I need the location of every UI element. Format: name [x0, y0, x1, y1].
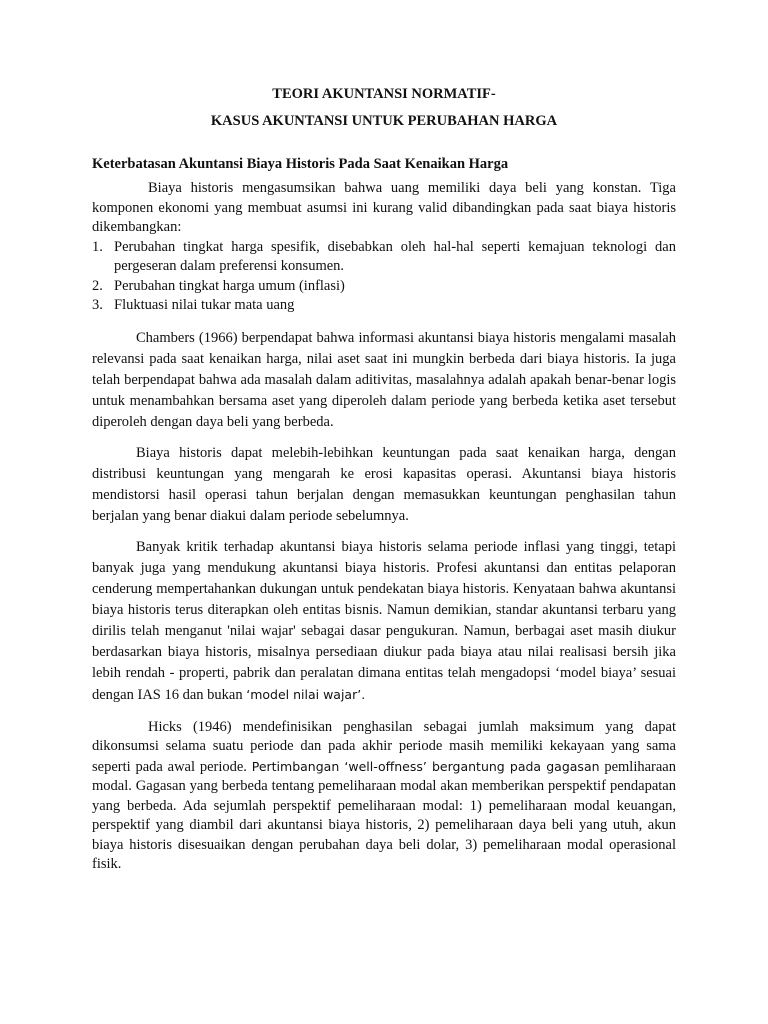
list-item-number: 2. — [92, 277, 103, 294]
document-page — [92, 0, 676, 875]
paragraph-chambers: Chambers (1966) berpendapat bahwa informasi akuntansi biaya historis mengalami masalah relevansi pada saat kenaikan harga, nilai aset saat ini mungkin berbeda dari biaya historis. Ia juga telah berpendapat bahwa ada masalah dalam aditivitas, masalahnya adalah apakah benar-benar logis untuk menambahkan bersama aset yang diperoleh dalam periode yang berbeda ketika aset tersebut diperoleh dengan daya beli yang berbeda. — [92, 329, 676, 430]
list-item-number: 3. — [92, 297, 103, 313]
paragraph-hicks-part-b: Pertimbangan ‘well-offness’ bergantung pada gagasan — [251, 758, 600, 774]
document-title-line-2: KASUS AKUNTANSI UNTUK PERUBAHAN HARGA — [210, 113, 558, 129]
list-item — [92, 277, 676, 297]
paragraph-historical-cost-profit: Biaya historis dapat melebih-lebihkan keuntungan pada saat kenaikan harga, dengan distribusi keuntungan yang mengarah ke erosi kapasitas operasi. Akuntansi biaya historis mendistorsi hasil operasi tahun berjalan dengan memasukkan keuntungan penghasilan tahun berjalan yang benar diakui dalam periode sebelumnya. — [92, 444, 676, 524]
intro-paragraph: Biaya historis mengasumsikan bahwa uang memiliki daya beli yang konstan. Tiga komponen ekonomi yang membuat asumsi ini kurang valid dibandingkan pada saat biaya historis dikembangkan: — [92, 180, 676, 235]
numbered-list — [92, 238, 676, 316]
document-title-line-1: TEORI AKUNTANSI NORMATIF- — [272, 86, 496, 102]
paragraph-criticism-tail: ‘model nilai wajar’. — [246, 686, 366, 702]
list-item-text: Perubahan tingkat harga umum (inflasi) — [114, 277, 345, 294]
list-item — [92, 296, 676, 316]
list-item — [92, 238, 676, 277]
paragraph-criticism-main: Banyak kritik terhadap akuntansi biaya historis selama periode inflasi yang tinggi, tetapi banyak juga yang mendukung akuntansi biaya historis. Profesi akuntansi dan entitas pelaporan cenderung mempertahankan dukungan untuk pendekatan biaya historis. Kenyataan bahwa akuntansi biaya historis terus diterapkan oleh entitas bisnis. Namun demikian, standar akuntansi terbaru yang dirilis telah menganut 'nilai wajar' sebagai dasar pengukuran. Namun, berbagai aset masih diukur berdasarkan biaya historis, misalnya persediaan diukur pada biaya atau nilai realisasi bersih jika lebih rendah - properti, pabrik dan peralatan dimana entitas telah mengadopsi ‘model biaya’ sesuai dengan IAS 16 dan bukan — [92, 538, 676, 703]
list-item-text: Perubahan tingkat harga spesifik, disebabkan oleh hal-hal seperti kemajuan teknologi dan pergeseran dalam preferensi konsumen. — [114, 238, 676, 274]
paragraph-hicks-part-a: Hicks (1946) mendefinisikan penghasilan sebagai jumlah maksimum yang dapat dikonsumsi selama suatu periode dan pada akhir periode masih memiliki kekayaan yang sama seperti pada awal periode. — [92, 718, 676, 775]
paragraph-criticism — [92, 537, 676, 706]
list-item-text: Fluktuasi nilai tukar mata uang — [114, 297, 295, 313]
list-item-number: 1. — [92, 238, 103, 255]
paragraph-hicks-part-c: pemliharaan modal. Gagasan yang berbeda tentang pemeliharaan modal akan memberikan perspektif pendapatan yang berbeda. Ada sejumlah perspektif pemeliharaan modal: 1) pemeliharaan modal keuangan, perspektif yang diambil dari akuntansi biaya historis, 2) pemeliharaan daya beli yang utuh, akun biaya historis disesuaikan dengan perubahan daya beli dolar, 3) pemeliharaan modal operasional fisik. — [92, 758, 676, 872]
paragraph-hicks — [92, 718, 676, 875]
section-heading: Keterbatasan Akuntansi Biaya Historis Pada Saat Kenaikan Harga — [92, 156, 509, 172]
